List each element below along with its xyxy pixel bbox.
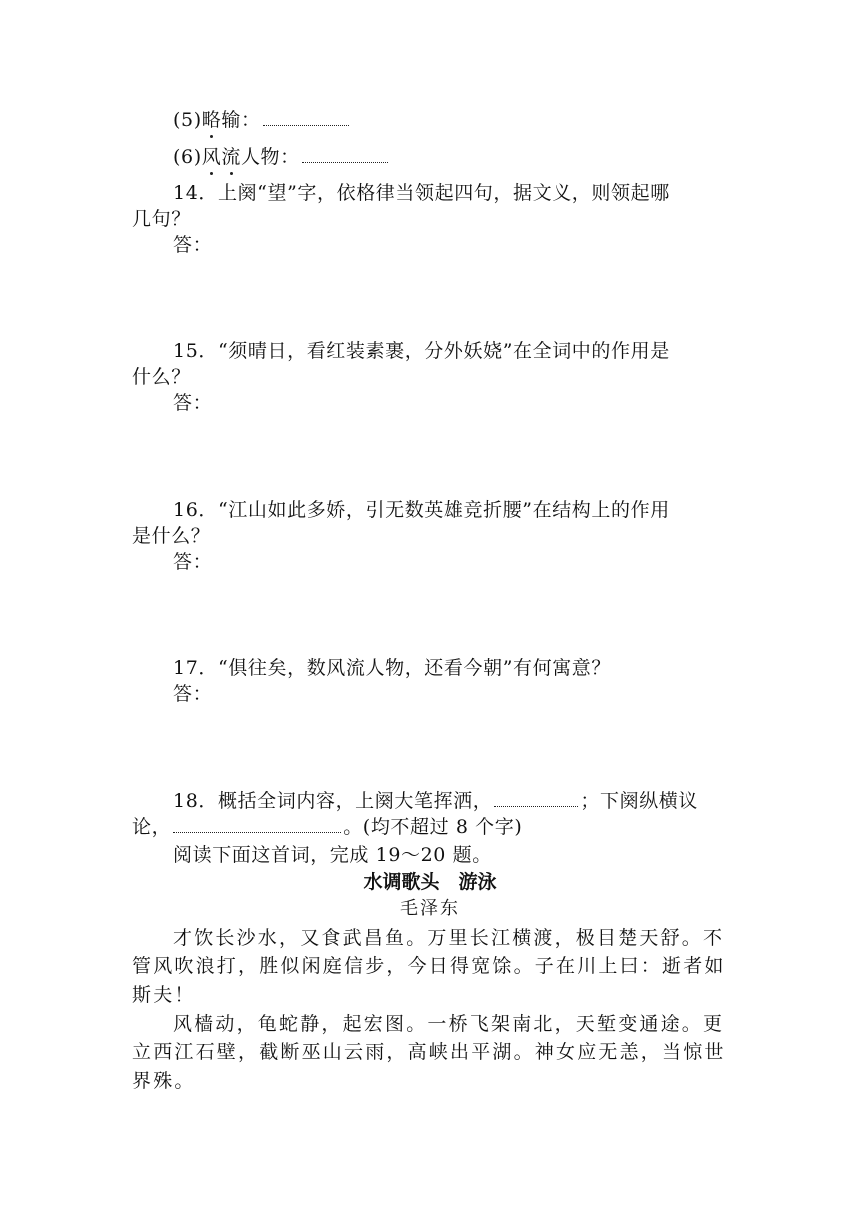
- q6-emphasis-char-2: 流: [221, 146, 241, 168]
- question-18-line-2: [132, 814, 522, 840]
- poem-line-5: 立西江石壁，截断巫山云雨，高峡出平湖。神女应无恙，当惊世: [132, 1041, 726, 1063]
- poem-line-1: 才饮长沙水，又食武昌鱼。万里长江横渡，极目楚天舒。不: [173, 927, 725, 949]
- question-15-line-1: 15．“须晴日，看红装素裹，分外妖娆”在全词中的作用是: [173, 340, 670, 362]
- q18-blank-2[interactable]: [173, 814, 341, 833]
- q18-text-4: 。(均不超过 8 个字): [343, 816, 523, 838]
- poem-title: 水调歌头 游泳: [363, 871, 497, 893]
- q18-blank-1[interactable]: [494, 788, 578, 807]
- poem-author: 毛泽东: [400, 898, 460, 919]
- poem-line-2: 管风吹浪打，胜似闲庭信步，今日得宽馀。子在川上曰：逝者如: [132, 955, 726, 977]
- q6-emphasis-char-1: 风: [201, 146, 222, 168]
- question-16-line-2: 是什么？: [132, 525, 211, 547]
- question-5: [173, 107, 351, 133]
- poem-line-4: 风樯动，龟蛇静，起宏图。一桥飞架南北，天堑变通途。更: [173, 1013, 725, 1035]
- question-14-line-2: 几句？: [132, 208, 191, 230]
- question-14-line-1: 14．上阕“望”字，依格律当领起四句，据文义，则领起哪: [173, 182, 670, 204]
- q18-text-2: ；下阕纵横议: [580, 790, 698, 812]
- q5-colon: ：: [240, 109, 261, 131]
- q18-text-3: 论，: [132, 816, 172, 838]
- q5-emphasis-char: 略: [201, 109, 222, 131]
- question-16-answer[interactable]: 答：: [173, 551, 213, 573]
- q6-rest: 人物: [240, 146, 281, 168]
- poem-line-3: 斯夫！: [132, 984, 196, 1006]
- q5-label: (5): [173, 109, 202, 131]
- reading-instruction: 阅读下面这首词，完成 19～20 题。: [173, 844, 492, 866]
- q5-blank[interactable]: [263, 107, 349, 126]
- q6-label: (6): [173, 146, 202, 168]
- question-14-answer[interactable]: 答：: [173, 234, 213, 256]
- q5-char: 输: [221, 109, 241, 131]
- q6-blank[interactable]: [302, 144, 388, 163]
- question-15-answer[interactable]: 答：: [173, 392, 213, 414]
- question-17-line-1: 17．“俱往矣，数风流人物，还看今朝”有何寓意？: [173, 657, 612, 679]
- question-17-answer[interactable]: 答：: [173, 683, 213, 705]
- q18-text-1: 18．概括全词内容，上阕大笔挥洒，: [173, 790, 493, 812]
- question-16-line-1: 16．“江山如此多娇，引无数英雄竞折腰”在结构上的作用: [173, 499, 670, 521]
- question-18-line-1: [173, 788, 698, 814]
- poem-line-6: 界殊。: [132, 1070, 196, 1092]
- question-15-line-2: 什么？: [132, 366, 191, 388]
- q6-colon: ：: [280, 146, 300, 168]
- question-6: [173, 144, 390, 170]
